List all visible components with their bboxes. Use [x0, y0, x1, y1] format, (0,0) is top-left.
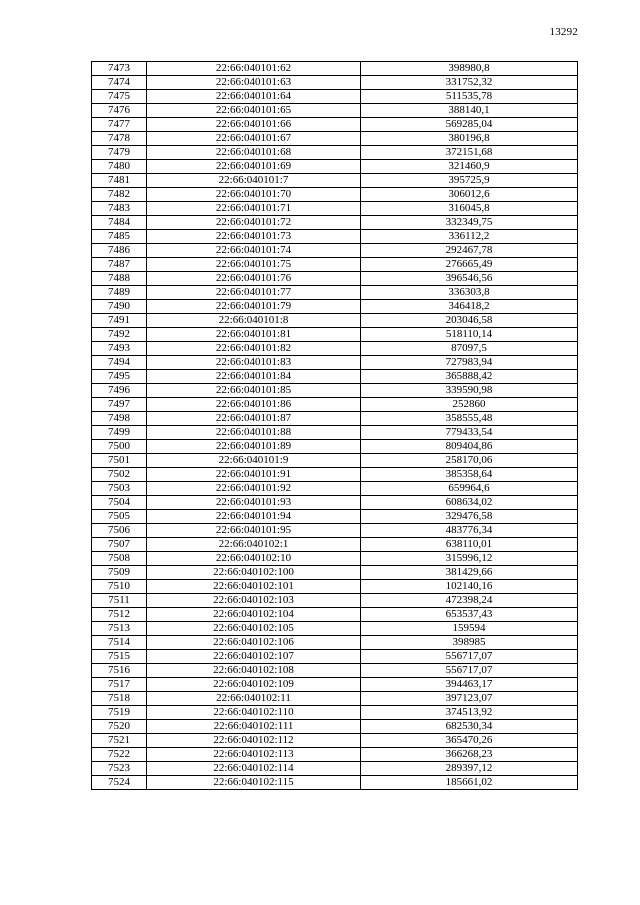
cadastral-number-cell: 22:66:040101:68 — [147, 146, 361, 160]
table-row — [92, 384, 578, 398]
row-number-cell: 7496 — [92, 384, 147, 398]
row-number-cell: 7515 — [92, 650, 147, 664]
cadastral-number-cell: 22:66:040102:101 — [147, 580, 361, 594]
row-number-cell: 7474 — [92, 76, 147, 90]
cadastral-number-cell: 22:66:040101:69 — [147, 160, 361, 174]
table-row — [92, 160, 578, 174]
cadastral-value-cell: 372151,68 — [361, 146, 578, 160]
cadastral-number-cell: 22:66:040102:104 — [147, 608, 361, 622]
table-row — [92, 62, 578, 76]
cadastral-value-cell: 365888,42 — [361, 370, 578, 384]
cadastral-value-cell: 366268,23 — [361, 748, 578, 762]
cadastral-number-cell: 22:66:040101:76 — [147, 272, 361, 286]
row-number-cell: 7517 — [92, 678, 147, 692]
row-number-cell: 7513 — [92, 622, 147, 636]
cadastral-number-cell: 22:66:040101:65 — [147, 104, 361, 118]
cadastral-value-cell: 653537,43 — [361, 608, 578, 622]
row-number-cell: 7497 — [92, 398, 147, 412]
table-row — [92, 370, 578, 384]
row-number-cell: 7520 — [92, 720, 147, 734]
row-number-cell: 7514 — [92, 636, 147, 650]
cadastral-value-cell: 159594 — [361, 622, 578, 636]
table-row — [92, 174, 578, 188]
table-row — [92, 580, 578, 594]
table-row — [92, 90, 578, 104]
cadastral-number-cell: 22:66:040101:64 — [147, 90, 361, 104]
table-row — [92, 188, 578, 202]
table-row — [92, 230, 578, 244]
cadastral-value-cell: 638110,01 — [361, 538, 578, 552]
cadastral-number-cell: 22:66:040101:84 — [147, 370, 361, 384]
table-row — [92, 678, 578, 692]
row-number-cell: 7482 — [92, 188, 147, 202]
cadastral-number-cell: 22:66:040101:73 — [147, 230, 361, 244]
cadastral-value-cell: 779433,54 — [361, 426, 578, 440]
table-row — [92, 202, 578, 216]
cadastral-value-cell: 727983,94 — [361, 356, 578, 370]
cadastral-value-cell: 331752,32 — [361, 76, 578, 90]
row-number-cell: 7490 — [92, 300, 147, 314]
row-number-cell: 7502 — [92, 468, 147, 482]
table-row — [92, 104, 578, 118]
cadastral-value-cell: 483776,34 — [361, 524, 578, 538]
cadastral-number-cell: 22:66:040101:85 — [147, 384, 361, 398]
cadastral-number-cell: 22:66:040101:72 — [147, 216, 361, 230]
row-number-cell: 7506 — [92, 524, 147, 538]
table-row — [92, 412, 578, 426]
table-row — [92, 622, 578, 636]
table-row — [92, 300, 578, 314]
row-number-cell: 7508 — [92, 552, 147, 566]
row-number-cell: 7498 — [92, 412, 147, 426]
row-number-cell: 7493 — [92, 342, 147, 356]
table-row — [92, 496, 578, 510]
table-row — [92, 118, 578, 132]
row-number-cell: 7487 — [92, 258, 147, 272]
row-number-cell: 7488 — [92, 272, 147, 286]
cadastral-value-cell: 396546,56 — [361, 272, 578, 286]
row-number-cell: 7499 — [92, 426, 147, 440]
row-number-cell: 7509 — [92, 566, 147, 580]
cadastral-value-cell: 289397,12 — [361, 762, 578, 776]
table-row — [92, 342, 578, 356]
table-row — [92, 454, 578, 468]
row-number-cell: 7504 — [92, 496, 147, 510]
row-number-cell: 7516 — [92, 664, 147, 678]
cadastral-value-cell: 336303,8 — [361, 286, 578, 300]
cadastral-value-cell: 321460,9 — [361, 160, 578, 174]
row-number-cell: 7523 — [92, 762, 147, 776]
cadastral-number-cell: 22:66:040102:105 — [147, 622, 361, 636]
table-row — [92, 398, 578, 412]
cadastral-value-cell: 374513,92 — [361, 706, 578, 720]
cadastral-number-cell: 22:66:040102:103 — [147, 594, 361, 608]
cadastral-number-cell: 22:66:040101:71 — [147, 202, 361, 216]
cadastral-value-cell: 518110,14 — [361, 328, 578, 342]
row-number-cell: 7489 — [92, 286, 147, 300]
row-number-cell: 7494 — [92, 356, 147, 370]
table-row — [92, 314, 578, 328]
cadastral-value-cell: 252860 — [361, 398, 578, 412]
cadastral-number-cell: 22:66:040101:93 — [147, 496, 361, 510]
row-number-cell: 7485 — [92, 230, 147, 244]
cadastral-number-cell: 22:66:040101:77 — [147, 286, 361, 300]
cadastral-value-cell: 203046,58 — [361, 314, 578, 328]
cadastral-value-cell: 329476,58 — [361, 510, 578, 524]
row-number-cell: 7484 — [92, 216, 147, 230]
row-number-cell: 7507 — [92, 538, 147, 552]
table-row — [92, 762, 578, 776]
cadastral-number-cell: 22:66:040102:111 — [147, 720, 361, 734]
cadastral-number-cell: 22:66:040101:8 — [147, 314, 361, 328]
cadastral-value-cell: 472398,24 — [361, 594, 578, 608]
row-number-cell: 7519 — [92, 706, 147, 720]
row-number-cell: 7491 — [92, 314, 147, 328]
cadastral-number-cell: 22:66:040102:1 — [147, 538, 361, 552]
cadastral-value-cell: 569285,04 — [361, 118, 578, 132]
cadastral-number-cell: 22:66:040101:70 — [147, 188, 361, 202]
table-row — [92, 132, 578, 146]
row-number-cell: 7510 — [92, 580, 147, 594]
cadastral-number-cell: 22:66:040101:91 — [147, 468, 361, 482]
cadastral-number-cell: 22:66:040102:108 — [147, 664, 361, 678]
table-row — [92, 468, 578, 482]
row-number-cell: 7483 — [92, 202, 147, 216]
table-row — [92, 636, 578, 650]
table-row — [92, 510, 578, 524]
cadastral-number-cell: 22:66:040101:66 — [147, 118, 361, 132]
cadastral-number-cell: 22:66:040101:86 — [147, 398, 361, 412]
cadastral-number-cell: 22:66:040102:10 — [147, 552, 361, 566]
cadastral-number-cell: 22:66:040101:7 — [147, 174, 361, 188]
cadastral-number-cell: 22:66:040101:89 — [147, 440, 361, 454]
cadastral-value-cell: 102140,16 — [361, 580, 578, 594]
cadastral-number-cell: 22:66:040101:92 — [147, 482, 361, 496]
cadastral-value-cell: 358555,48 — [361, 412, 578, 426]
table-row — [92, 538, 578, 552]
row-number-cell: 7511 — [92, 594, 147, 608]
table-row — [92, 272, 578, 286]
cadastral-number-cell: 22:66:040101:74 — [147, 244, 361, 258]
table-row — [92, 650, 578, 664]
table-row — [92, 76, 578, 90]
row-number-cell: 7521 — [92, 734, 147, 748]
table-row — [92, 664, 578, 678]
cadastral-number-cell: 22:66:040101:94 — [147, 510, 361, 524]
row-number-cell: 7518 — [92, 692, 147, 706]
cadastral-number-cell: 22:66:040101:87 — [147, 412, 361, 426]
table-row — [92, 706, 578, 720]
cadastral-value-cell: 346418,2 — [361, 300, 578, 314]
row-number-cell: 7478 — [92, 132, 147, 146]
cadastral-number-cell: 22:66:040102:106 — [147, 636, 361, 650]
cadastral-number-cell: 22:66:040102:115 — [147, 776, 361, 790]
cadastral-value-cell: 682530,34 — [361, 720, 578, 734]
cadastral-value-cell: 316045,8 — [361, 202, 578, 216]
row-number-cell: 7486 — [92, 244, 147, 258]
cadastral-value-cell: 332349,75 — [361, 216, 578, 230]
cadastral-value-cell: 306012,6 — [361, 188, 578, 202]
table-row — [92, 426, 578, 440]
row-number-cell: 7503 — [92, 482, 147, 496]
cadastral-value-cell: 608634,02 — [361, 496, 578, 510]
row-number-cell: 7500 — [92, 440, 147, 454]
row-number-cell: 7479 — [92, 146, 147, 160]
table-row — [92, 286, 578, 300]
cadastral-number-cell: 22:66:040102:110 — [147, 706, 361, 720]
cadastral-number-cell: 22:66:040102:114 — [147, 762, 361, 776]
table-row — [92, 776, 578, 790]
cadastral-value-cell: 809404,86 — [361, 440, 578, 454]
table-row — [92, 608, 578, 622]
cadastral-value-cell: 397123,07 — [361, 692, 578, 706]
row-number-cell: 7524 — [92, 776, 147, 790]
row-number-cell: 7522 — [92, 748, 147, 762]
page-number: 13292 — [549, 26, 578, 38]
cadastral-number-cell: 22:66:040101:75 — [147, 258, 361, 272]
table-row — [92, 440, 578, 454]
cadastral-number-cell: 22:66:040101:95 — [147, 524, 361, 538]
cadastral-number-cell: 22:66:040101:88 — [147, 426, 361, 440]
cadastral-number-cell: 22:66:040101:81 — [147, 328, 361, 342]
table-row — [92, 328, 578, 342]
cadastral-number-cell: 22:66:040102:109 — [147, 678, 361, 692]
cadastral-value-cell: 398980,8 — [361, 62, 578, 76]
cadastral-value-cell: 395725,9 — [361, 174, 578, 188]
cadastral-number-cell: 22:66:040102:100 — [147, 566, 361, 580]
cadastral-number-cell: 22:66:040102:107 — [147, 650, 361, 664]
table-row — [92, 594, 578, 608]
table-row — [92, 552, 578, 566]
table-row — [92, 244, 578, 258]
table-row — [92, 748, 578, 762]
row-number-cell: 7475 — [92, 90, 147, 104]
cadastral-value-cell: 659964,6 — [361, 482, 578, 496]
row-number-cell: 7480 — [92, 160, 147, 174]
row-number-cell: 7492 — [92, 328, 147, 342]
cadastral-number-cell: 22:66:040101:62 — [147, 62, 361, 76]
cadastral-value-cell: 258170,06 — [361, 454, 578, 468]
cadastral-value-cell: 556717,07 — [361, 664, 578, 678]
table-row — [92, 524, 578, 538]
table-row — [92, 258, 578, 272]
row-number-cell: 7473 — [92, 62, 147, 76]
cadastral-value-cell: 365470,26 — [361, 734, 578, 748]
cadastral-number-cell: 22:66:040102:113 — [147, 748, 361, 762]
table-row — [92, 566, 578, 580]
cadastral-value-cell: 556717,07 — [361, 650, 578, 664]
cadastral-value-cell: 511535,78 — [361, 90, 578, 104]
cadastral-value-cell: 185661,02 — [361, 776, 578, 790]
cadastral-value-table — [91, 61, 578, 790]
cadastral-value-cell: 385358,64 — [361, 468, 578, 482]
cadastral-number-cell: 22:66:040101:83 — [147, 356, 361, 370]
cadastral-value-cell: 388140,1 — [361, 104, 578, 118]
row-number-cell: 7505 — [92, 510, 147, 524]
table-row — [92, 146, 578, 160]
cadastral-value-cell: 339590,98 — [361, 384, 578, 398]
cadastral-value-cell: 315996,12 — [361, 552, 578, 566]
cadastral-value-cell: 87097,5 — [361, 342, 578, 356]
cadastral-number-cell: 22:66:040101:82 — [147, 342, 361, 356]
cadastral-number-cell: 22:66:040101:9 — [147, 454, 361, 468]
row-number-cell: 7495 — [92, 370, 147, 384]
cadastral-value-cell: 276665,49 — [361, 258, 578, 272]
row-number-cell: 7512 — [92, 608, 147, 622]
table-body — [92, 62, 578, 790]
cadastral-number-cell: 22:66:040102:11 — [147, 692, 361, 706]
table-row — [92, 734, 578, 748]
cadastral-number-cell: 22:66:040101:63 — [147, 76, 361, 90]
row-number-cell: 7477 — [92, 118, 147, 132]
table-row — [92, 720, 578, 734]
cadastral-number-cell: 22:66:040101:67 — [147, 132, 361, 146]
row-number-cell: 7481 — [92, 174, 147, 188]
cadastral-value-cell: 394463,17 — [361, 678, 578, 692]
table-row — [92, 216, 578, 230]
table-row — [92, 356, 578, 370]
row-number-cell: 7501 — [92, 454, 147, 468]
cadastral-value-cell: 398985 — [361, 636, 578, 650]
cadastral-value-cell: 381429,66 — [361, 566, 578, 580]
table-row — [92, 692, 578, 706]
row-number-cell: 7476 — [92, 104, 147, 118]
cadastral-number-cell: 22:66:040101:79 — [147, 300, 361, 314]
cadastral-value-cell: 292467,78 — [361, 244, 578, 258]
table-row — [92, 482, 578, 496]
cadastral-value-cell: 380196,8 — [361, 132, 578, 146]
cadastral-value-cell: 336112,2 — [361, 230, 578, 244]
cadastral-number-cell: 22:66:040102:112 — [147, 734, 361, 748]
